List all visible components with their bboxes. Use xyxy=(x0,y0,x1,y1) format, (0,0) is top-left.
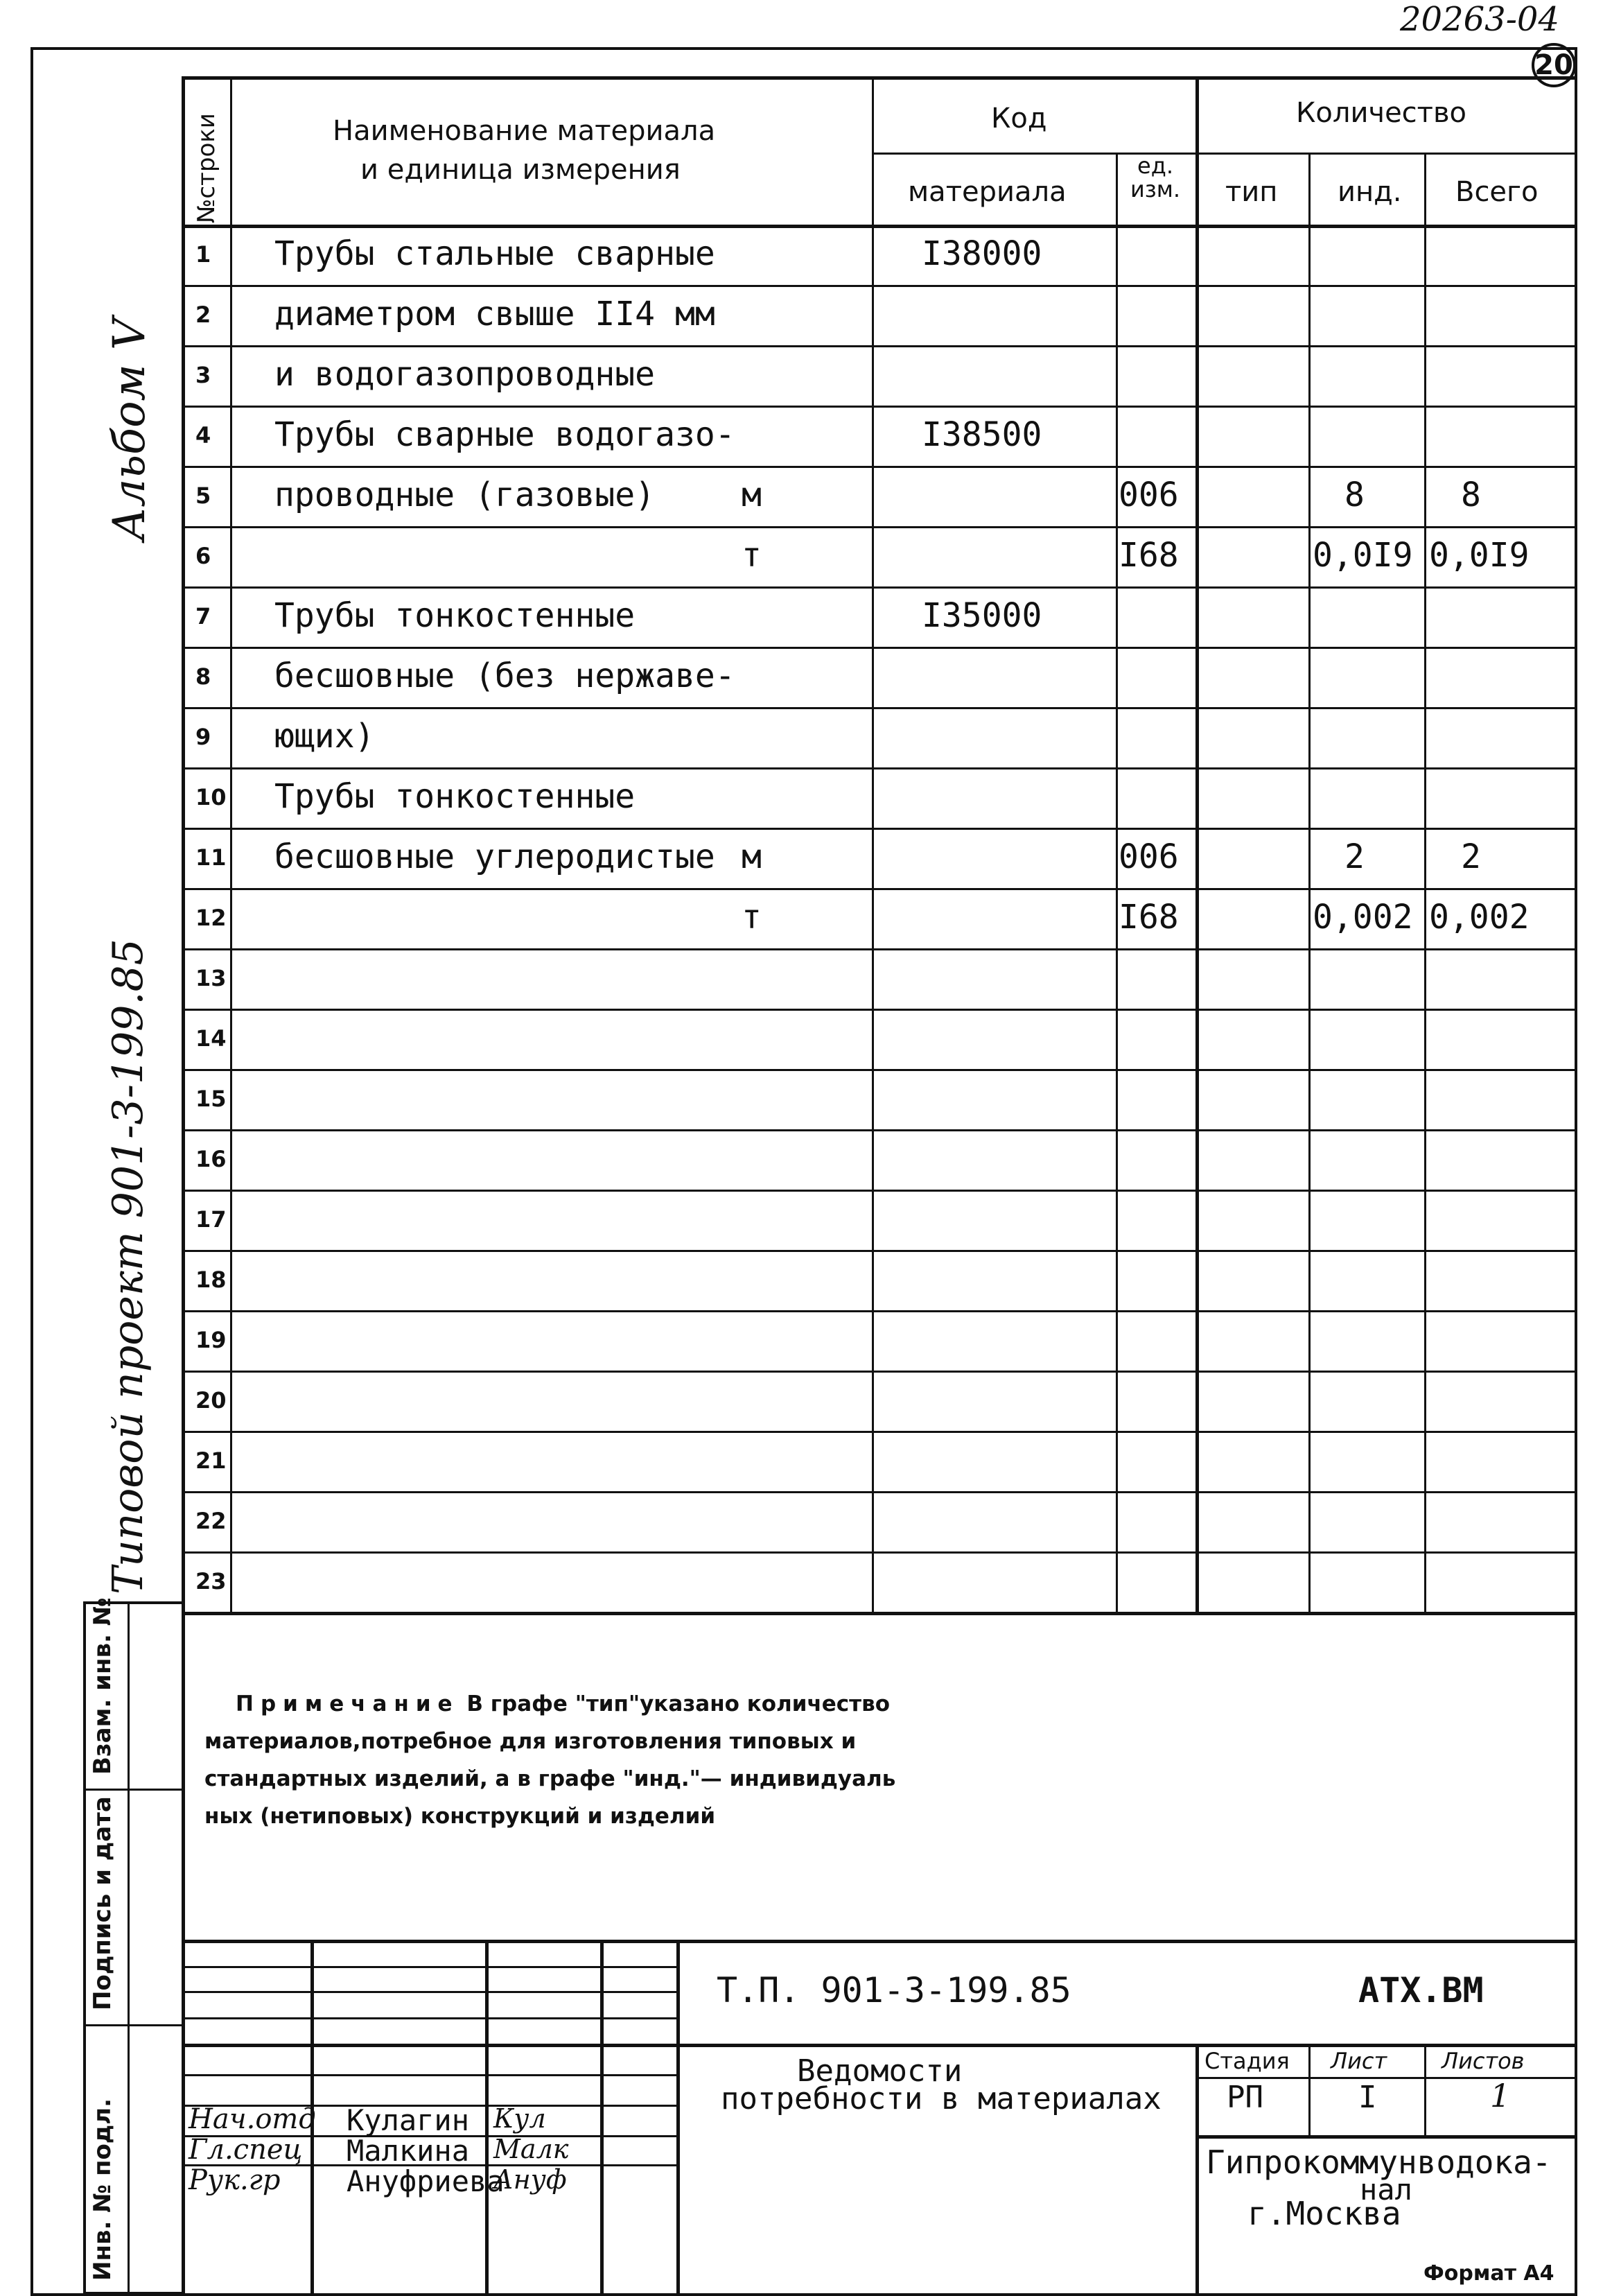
row-number: 14 xyxy=(195,1025,227,1052)
archive-number: 20263-04 xyxy=(1400,0,1559,39)
row-line xyxy=(182,586,1575,589)
material-name: бесшовные углеродистые xyxy=(274,837,715,876)
row-line xyxy=(182,1310,1575,1312)
row-line xyxy=(182,1551,1575,1554)
row-number: 20 xyxy=(195,1387,227,1414)
document-mark: АТХ.ВМ xyxy=(1358,1970,1484,2010)
designation-text: Т.П. 901-3-199.85 xyxy=(717,1970,1071,2010)
q-ind-header: инд. xyxy=(1338,176,1402,208)
org-line2: нал xyxy=(1360,2173,1412,2207)
row-line xyxy=(182,1190,1575,1192)
row-line xyxy=(182,888,1575,890)
row-line xyxy=(182,1491,1575,1493)
signer-signature: Кул xyxy=(493,2103,546,2134)
signer-name: Малкина xyxy=(347,2134,470,2168)
material-code: I38500 xyxy=(922,415,1042,454)
row-line xyxy=(182,466,1575,468)
material-name: Трубы тонкостенные xyxy=(274,596,636,635)
note-line1 xyxy=(236,1691,890,1716)
row-line xyxy=(182,1431,1575,1433)
unit-label: т xyxy=(742,536,762,575)
row-number: 17 xyxy=(195,1206,227,1233)
quantity-header: Количество xyxy=(1296,97,1467,129)
unit-label: м xyxy=(742,476,762,514)
project-label: Типовой проект 901-3-199.85 xyxy=(104,939,152,1594)
signer-name: Ануфриева xyxy=(347,2164,505,2198)
signer-role: Рук.гр xyxy=(189,2164,281,2196)
stage-value: РП xyxy=(1227,2080,1263,2115)
material-name: Трубы тонкостенные xyxy=(274,777,636,816)
row-number: 8 xyxy=(195,663,211,690)
sheet-value: I xyxy=(1358,2080,1377,2115)
signer-signature: Малк xyxy=(493,2134,569,2164)
row-line xyxy=(182,647,1575,649)
row-line xyxy=(182,1612,1575,1615)
vzam-inv-label: Взам. инв. № xyxy=(89,1597,116,1775)
qty-total: 8 xyxy=(1461,476,1481,514)
row-number: 12 xyxy=(195,905,227,931)
row-number: 19 xyxy=(195,1327,227,1353)
material-name: и водогазопроводные xyxy=(274,355,656,394)
row-number: 9 xyxy=(195,724,211,750)
row-line xyxy=(182,1009,1575,1011)
row-line xyxy=(182,1371,1575,1373)
row-line xyxy=(182,1250,1575,1252)
code-header: Код xyxy=(991,103,1047,134)
doc-title-line1: Ведомости xyxy=(797,2053,963,2089)
project-designation xyxy=(717,1970,1071,2010)
row-number-header: №строки xyxy=(193,113,220,223)
sheet-circle-number: 20 xyxy=(1534,49,1573,81)
row-number: 6 xyxy=(195,543,211,569)
unit-code: 006 xyxy=(1119,837,1179,876)
unit-label: т xyxy=(742,898,762,937)
signer-signature: Ануф xyxy=(493,2164,567,2195)
qty-total: 0,0I9 xyxy=(1429,536,1530,575)
note-line2: материалов,потребное для изготовления типовых и xyxy=(204,1729,857,1754)
row-line xyxy=(182,1069,1575,1071)
sheets-value: 1 xyxy=(1490,2077,1511,2114)
unit-code: I68 xyxy=(1119,536,1179,575)
row-number: 13 xyxy=(195,965,227,991)
code-unit-header: ед. изм. xyxy=(1130,153,1181,202)
row-number: 15 xyxy=(195,1086,227,1112)
note-line1-text: В графе "тип"указано количество xyxy=(459,1691,891,1716)
signer-name: Кулагин xyxy=(347,2103,470,2137)
name-header-line1: Наименование материала xyxy=(333,115,716,147)
signer-role: Гл.спец xyxy=(189,2134,303,2166)
unit-code: 006 xyxy=(1119,476,1179,514)
material-code: I35000 xyxy=(922,596,1042,635)
material-name: ющих) xyxy=(274,717,375,756)
row-number: 7 xyxy=(195,603,211,629)
material-code: I38000 xyxy=(922,234,1042,273)
row-line xyxy=(182,767,1575,769)
sheet-label: Лист xyxy=(1331,2048,1387,2074)
drawing-frame xyxy=(30,47,1577,2296)
signer-role: Нач.отд xyxy=(189,2103,316,2135)
row-number: 5 xyxy=(195,482,211,509)
album-label: Альбом V xyxy=(104,318,155,541)
note-line3: стандартных изделий, а в графе "инд."— индивидуаль xyxy=(204,1766,896,1791)
row-line xyxy=(182,526,1575,528)
row-number: 1 xyxy=(195,241,211,268)
row-line xyxy=(182,948,1575,950)
note-prefix: Примечание xyxy=(236,1691,459,1716)
format-label: Формат А4 xyxy=(1423,2261,1554,2286)
doc-title-line2: потребности в материалах xyxy=(721,2081,1162,2116)
row-number: 3 xyxy=(195,362,211,388)
stage-label: Стадия xyxy=(1204,2048,1290,2074)
qty-ind: 2 xyxy=(1344,837,1365,876)
row-line xyxy=(182,345,1575,347)
qty-total: 2 xyxy=(1461,837,1481,876)
qty-ind: 0,0I9 xyxy=(1313,536,1413,575)
material-name: Трубы сварные водогазо- xyxy=(274,415,735,454)
row-line xyxy=(182,1129,1575,1131)
podpis-data-label: Подпись и дата xyxy=(89,1796,116,2010)
row-line xyxy=(182,285,1575,287)
qty-ind: 8 xyxy=(1344,476,1365,514)
org-line3: г.Москва xyxy=(1247,2195,1401,2232)
note-line4: ных (нетиповых) конструкций и изделий xyxy=(204,1804,716,1829)
q-total-header: Всего xyxy=(1455,176,1539,208)
row-number: 4 xyxy=(195,422,211,449)
row-number: 18 xyxy=(195,1267,227,1293)
org-line1: Гипрокоммунводока- xyxy=(1206,2143,1552,2181)
row-number: 10 xyxy=(195,784,227,810)
unit-code: I68 xyxy=(1119,898,1179,937)
material-name: Трубы стальные сварные xyxy=(274,234,715,273)
row-number: 16 xyxy=(195,1146,227,1172)
unit-label: м xyxy=(742,837,762,876)
qty-ind: 0,002 xyxy=(1313,898,1413,937)
name-header-line2: и единица измерения xyxy=(360,154,681,186)
qty-total: 0,002 xyxy=(1429,898,1530,937)
row-line xyxy=(182,707,1575,709)
row-number: 11 xyxy=(195,844,227,871)
code-material-header: материала xyxy=(908,176,1067,208)
material-name: проводные (газовые) xyxy=(274,476,656,514)
row-number: 22 xyxy=(195,1508,227,1534)
row-line xyxy=(182,828,1575,830)
q-type-header: тип xyxy=(1225,176,1278,208)
material-name: диаметром свыше II4 мм xyxy=(274,295,715,333)
row-line xyxy=(182,406,1575,408)
inv-podl-label: Инв. № подл. xyxy=(89,2098,116,2281)
row-number: 23 xyxy=(195,1568,227,1594)
row-number: 2 xyxy=(195,302,211,328)
material-name: бесшовные (без нержаве- xyxy=(274,656,735,695)
sheets-label: Листов xyxy=(1442,2048,1525,2074)
row-number: 21 xyxy=(195,1447,227,1474)
